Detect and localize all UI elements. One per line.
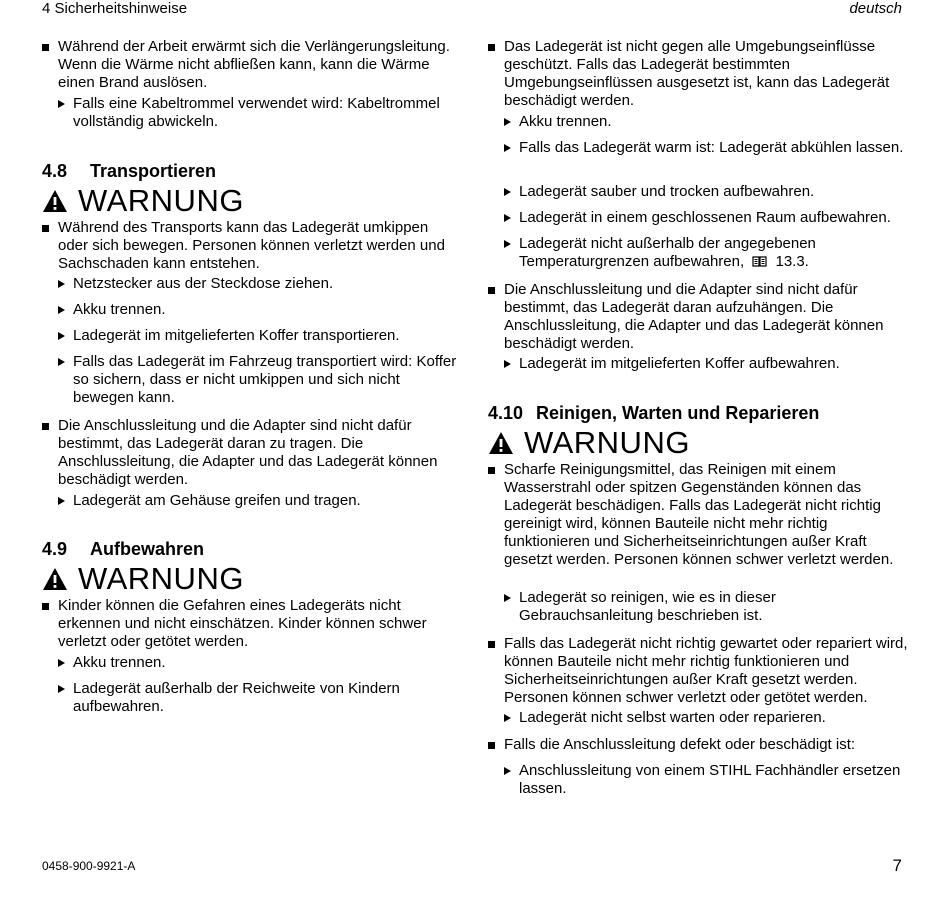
document-number: 0458-900-9921-A: [42, 859, 136, 873]
step-arrow-icon: [58, 685, 65, 693]
bullet-text: Die Anschlussleitung und die Adapter sind nicht dafür bestimmt, das Ladegerät daran aufzuhängen. Die Anschlussleitung, die Adapter und das Ladegerät können beschädigt werden.: [504, 281, 884, 352]
bullet-text: Falls die Anschlussleitung defekt oder beschädigt ist:: [504, 736, 856, 753]
bullet-harsh-cleaning: [488, 461, 908, 569]
warning-signal-4-10: [488, 425, 690, 461]
step-carry-by-housing: [42, 492, 462, 510]
section-heading-4-8: [42, 160, 216, 182]
step-text: Akku trennen.: [73, 654, 166, 671]
step-arrow-icon: [58, 358, 65, 366]
square-bullet-icon: [488, 641, 495, 648]
step-secure-case-in-vehicle: [42, 353, 462, 407]
step-unplug: [42, 275, 462, 293]
bullet-damaged-cable: [488, 736, 908, 754]
step-store-out-of-reach: [42, 680, 462, 716]
step-arrow-icon: [58, 100, 65, 108]
warning-triangle-icon: [42, 189, 68, 213]
bullet-text: Während der Arbeit erwärmt sich die Verlängerungsleitung. Wenn die Wärme nicht abfließen kann, kann die Wärme einen Brand auslösen.: [58, 38, 450, 91]
section-number: 4.10: [488, 403, 524, 423]
square-bullet-icon: [488, 742, 495, 749]
bullet-extension-cable-heat: [42, 38, 462, 92]
step-text: Falls das Ladegerät im Fahrzeug transportiert wird: Koffer so sichern, dass er nicht umkippen und sich nicht bewegen kann.: [73, 353, 457, 406]
step-arrow-icon: [58, 280, 65, 288]
section-title: Aufbewahren: [90, 539, 205, 559]
step-transport-in-case: [42, 327, 462, 345]
section-number: 4.8: [42, 161, 68, 181]
square-bullet-icon: [488, 287, 495, 294]
step-no-self-repair: [488, 709, 908, 727]
warning-label: WARNUNG: [78, 183, 244, 218]
step-arrow-icon: [504, 360, 511, 368]
step-text: Ladegerät in einem geschlossenen Raum aufbewahren.: [519, 209, 891, 226]
step-disconnect-battery: [488, 113, 908, 131]
step-arrow-icon: [504, 714, 511, 722]
section-heading-4-10: [488, 402, 819, 424]
step-store-clean-dry: [488, 183, 908, 201]
step-text: Ladegerät außerhalb der Reichweite von Kindern aufbewahren.: [73, 680, 400, 715]
running-header-chapter: 4 Sicherheitshinweise: [42, 0, 188, 17]
step-arrow-icon: [58, 497, 65, 505]
section-title: Reinigen, Warten und Reparieren: [536, 403, 820, 423]
section-title: Transportieren: [90, 161, 217, 181]
step-temperature-limits: [488, 235, 908, 271]
cross-reference-link[interactable]: 13.3.: [775, 253, 809, 270]
square-bullet-icon: [42, 603, 49, 610]
bullet-text: Die Anschlussleitung und die Adapter sind nicht dafür bestimmt, das Ladegerät daran zu tragen. Die Anschlussleitung, die Adapter und das Ladegerät können beschädigt werden.: [58, 417, 438, 488]
step-text: Ladegerät nicht selbst warten oder reparieren.: [519, 709, 826, 726]
step-store-closed-room: [488, 209, 908, 227]
warning-label: WARNUNG: [78, 561, 244, 596]
bullet-text: Das Ladegerät ist nicht gegen alle Umgebungseinflüsse geschützt. Falls das Ladegerät bestimmten Umgebungseinflüssen ausgesetzt ist, kann das Ladegerät beschädigt werden.: [504, 38, 890, 109]
square-bullet-icon: [488, 467, 495, 474]
step-text: Ladegerät im mitgelieferten Koffer aufbewahren.: [519, 355, 840, 372]
bullet-cable-not-for-carrying: [42, 417, 462, 489]
step-arrow-icon: [504, 240, 511, 248]
section-number: 4.9: [42, 539, 68, 559]
step-arrow-icon: [504, 214, 511, 222]
warning-signal-4-9: [42, 561, 244, 597]
square-bullet-icon: [42, 44, 49, 51]
step-text: Ladegerät im mitgelieferten Koffer transportieren.: [73, 327, 400, 344]
bullet-text: Falls das Ladegerät nicht richtig gewartet oder repariert wird, können Bauteile nicht mehr richtig funktionieren und Sicherheitseinrichtungen außer Kraft gesetzt werden. Personen können schwer verletzt oder getötet werden.: [504, 635, 908, 706]
step-text: Netzstecker aus der Steckdose ziehen.: [73, 275, 334, 292]
step-text: Ladegerät sauber und trocken aufbewahren.: [519, 183, 815, 200]
square-bullet-icon: [42, 225, 49, 232]
step-let-cool-down: [488, 139, 908, 157]
bullet-children-hazard: [42, 597, 462, 651]
step-text: Akku trennen.: [73, 301, 166, 318]
bullet-cable-not-for-hanging: [488, 281, 908, 353]
bullet-text: Scharfe Reinigungsmittel, das Reinigen mit einem Wasserstrahl oder spitzen Gegenständen können das Ladegerät beschädigen. Falls das Ladegerät nicht richtig gereinigt wird, können Bauteile nicht mehr richtig funktionieren und Sicherheitseinrichtungen außer Kraft gesetzt werden. Personen können schwer verletzt werden.: [504, 461, 894, 568]
step-text: Akku trennen.: [519, 113, 612, 130]
step-arrow-icon: [58, 332, 65, 340]
step-text: Ladegerät am Gehäuse greifen und tragen.: [73, 492, 361, 509]
square-bullet-icon: [488, 44, 495, 51]
bullet-text: Kinder können die Gefahren eines Ladegeräts nicht erkennen und nicht einschätzen. Kinder können schwer verletzt oder getötet werden.: [58, 597, 427, 650]
bullet-transport-tipping: [42, 219, 462, 273]
step-arrow-icon: [504, 144, 511, 152]
step-arrow-icon: [504, 188, 511, 196]
step-arrow-icon: [58, 306, 65, 314]
step-arrow-icon: [504, 594, 511, 602]
bullet-text: Während des Transports kann das Ladegerät umkippen oder sich bewegen. Personen können verletzt werden und Sachschaden kann entstehen.: [58, 219, 445, 272]
warning-signal-4-8: [42, 183, 244, 219]
step-text: Ladegerät nicht außerhalb der angegebenen Temperaturgrenzen aufbewahren,: [519, 235, 816, 270]
step-replace-by-dealer: [488, 762, 908, 798]
running-header-language: deutsch: [849, 0, 902, 17]
step-arrow-icon: [504, 118, 511, 126]
step-text: Falls das Ladegerät warm ist: Ladegerät abkühlen lassen.: [519, 139, 904, 156]
warning-triangle-icon: [42, 567, 68, 591]
page-number: 7: [892, 856, 902, 875]
step-arrow-icon: [504, 767, 511, 775]
step-store-in-case: [488, 355, 908, 373]
step-text: Anschlussleitung von einem STIHL Fachhändler ersetzen lassen.: [519, 762, 901, 797]
step-arrow-icon: [58, 659, 65, 667]
step-text: Falls eine Kabeltrommel verwendet wird: Kabeltrommel vollständig abwickeln.: [73, 95, 440, 130]
bullet-improper-maintenance: [488, 635, 908, 707]
step-disconnect-battery: [42, 654, 462, 672]
bullet-environmental-influences: [488, 38, 908, 110]
step-text: Ladegerät so reinigen, wie es in dieser Gebrauchsanleitung beschrieben ist.: [519, 589, 776, 624]
book-reference-icon: [752, 256, 767, 267]
section-heading-4-9: [42, 538, 204, 560]
step-unwind-cable-drum: [42, 95, 462, 131]
square-bullet-icon: [42, 423, 49, 430]
warning-triangle-icon: [488, 431, 514, 455]
step-disconnect-battery: [42, 301, 462, 319]
warning-label: WARNUNG: [524, 425, 690, 460]
step-clean-as-described: [488, 589, 908, 625]
